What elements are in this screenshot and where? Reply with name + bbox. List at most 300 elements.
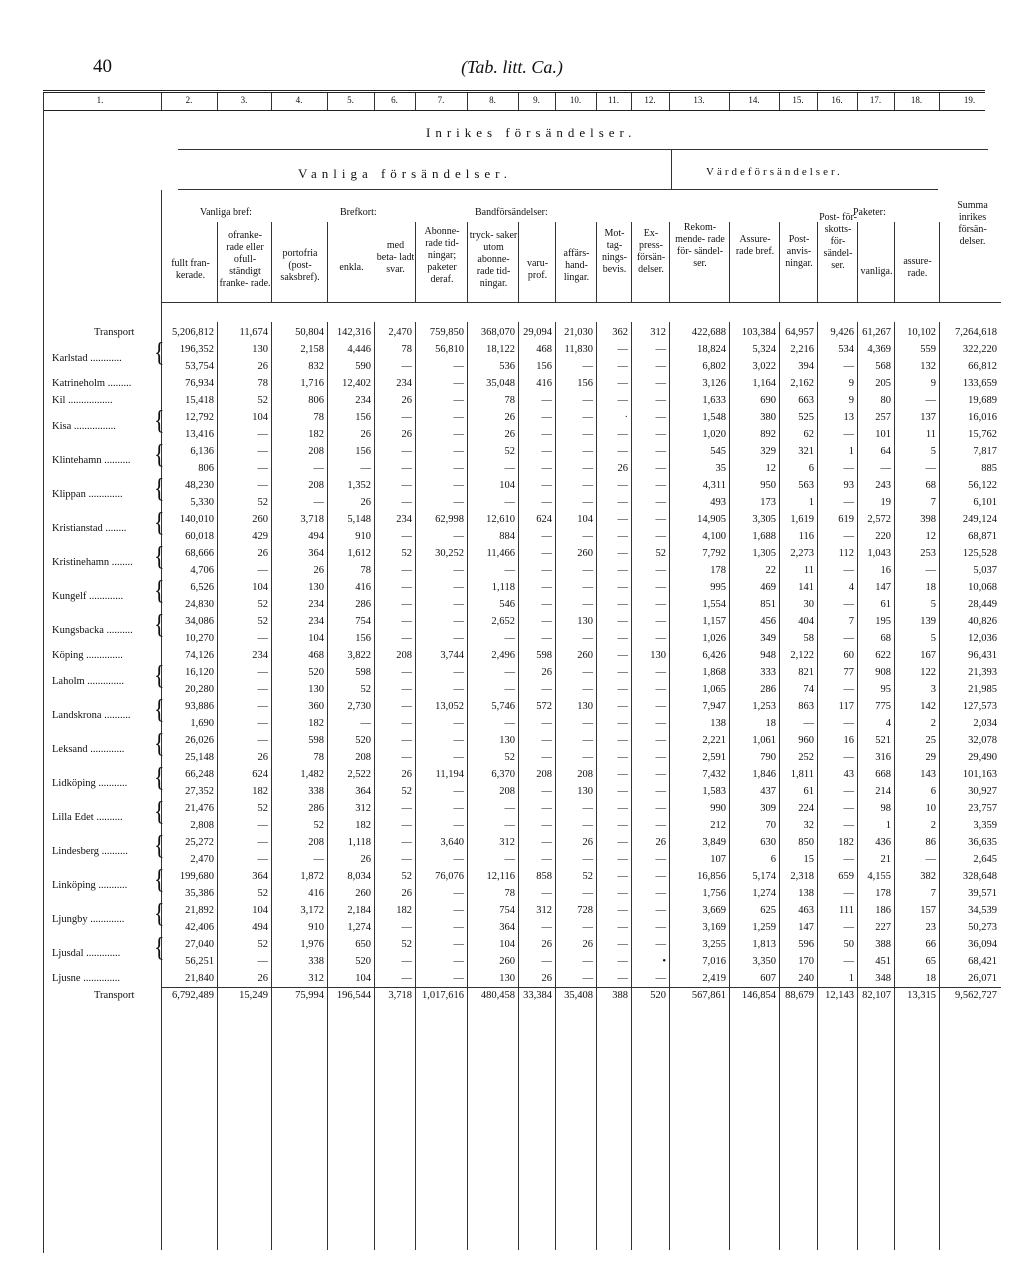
table-cell: — — [401, 565, 412, 576]
table-cell: 26 — [360, 429, 371, 440]
table-cell: — — [582, 446, 593, 457]
table-cell: — — [655, 633, 666, 644]
table-cell: 104 — [355, 973, 371, 984]
table-cell: — — [541, 922, 552, 933]
table-cell: — — [453, 446, 464, 457]
table-cell: 208 — [396, 650, 412, 661]
table-cell: 130 — [577, 701, 593, 712]
table-cell: 850 — [798, 837, 814, 848]
table-cell: 2,496 — [491, 650, 515, 661]
table-cell: 650 — [355, 939, 371, 950]
table-cell: 1,274 — [347, 922, 371, 933]
header-col-separator — [779, 222, 780, 302]
table-cell: 53,754 — [185, 361, 214, 372]
table-cell: 12,402 — [342, 378, 371, 389]
table-cell: — — [617, 684, 628, 695]
table-cell: 32,078 — [968, 735, 997, 746]
table-cell: — — [582, 718, 593, 729]
table-cell: — — [655, 786, 666, 797]
table-cell: 10 — [925, 803, 936, 814]
table-cell: 6 — [770, 854, 776, 865]
table-cell: 138 — [798, 888, 814, 899]
table-cell: 143 — [920, 769, 936, 780]
table-cell: 11,466 — [486, 548, 515, 559]
table-cell: 13,315 — [907, 990, 936, 1001]
table-cell: 199,680 — [179, 871, 214, 882]
table-cell: 65 — [925, 956, 936, 967]
table-cell: 52 — [401, 786, 412, 797]
table-cell: 50 — [843, 939, 854, 950]
table-cell: 18 — [925, 973, 936, 984]
table-cell: 349 — [760, 633, 776, 644]
table-cell: — — [582, 463, 593, 474]
table-cell: 5,037 — [973, 565, 997, 576]
header-rule-2 — [178, 189, 938, 190]
table-cell: — — [655, 922, 666, 933]
column-header: Post- för- skotts- för- sändel- ser. — [819, 212, 857, 271]
table-cell: — — [843, 803, 854, 814]
table-cell: 104 — [252, 905, 268, 916]
table-cell: 1 — [885, 820, 891, 831]
table-cell: 50,804 — [295, 327, 324, 338]
row-brace: { — [154, 539, 165, 571]
table-cell: 12,036 — [968, 633, 997, 644]
table-cell: 61,267 — [862, 327, 891, 338]
table-cell: — — [453, 361, 464, 372]
row-label: Kristianstad ........ — [52, 522, 127, 534]
table-cell: 196,544 — [336, 990, 371, 1001]
table-cell: 1,259 — [752, 922, 776, 933]
top-rule — [43, 90, 985, 91]
table-cell: 312 — [536, 905, 552, 916]
table-cell: 22 — [765, 565, 776, 576]
table-cell: 6,526 — [190, 582, 214, 593]
column-number: 1. — [96, 95, 104, 105]
table-cell: 117 — [838, 701, 854, 712]
table-cell: 220 — [875, 531, 891, 542]
table-cell: 312 — [355, 803, 371, 814]
table-cell: — — [582, 429, 593, 440]
table-cell: 4,706 — [190, 565, 214, 576]
table-cell: 156 — [355, 446, 371, 457]
header-summa: Summa inrikes försän- delser. — [957, 200, 988, 247]
table-cell: 35 — [715, 463, 726, 474]
table-cell: 132 — [920, 361, 936, 372]
table-cell: 12,116 — [486, 871, 515, 882]
table-cell: 182 — [308, 718, 324, 729]
column-number: 19. — [963, 95, 976, 105]
table-cell: — — [617, 565, 628, 576]
table-cell: 364 — [308, 548, 324, 559]
table-cell: 5,746 — [491, 701, 515, 712]
page-title: (Tab. litt. Ca.) — [461, 57, 563, 77]
row-label: Lidköping ........... — [52, 777, 128, 789]
table-cell: 52 — [313, 820, 324, 831]
table-cell: 2,591 — [702, 752, 726, 763]
table-cell: — — [925, 565, 936, 576]
body-col-separator — [467, 322, 468, 1250]
table-cell: 23 — [925, 922, 936, 933]
table-cell: 309 — [760, 803, 776, 814]
table-cell: — — [617, 497, 628, 508]
table-cell: — — [655, 497, 666, 508]
table-cell: 404 — [798, 616, 814, 627]
table-cell: 21,476 — [185, 803, 214, 814]
column-header: Rekom- mende- rade för- sändel- ser. — [675, 222, 725, 269]
table-cell: — — [541, 565, 552, 576]
table-cell: 43 — [843, 769, 854, 780]
table-cell: 9 — [930, 378, 936, 389]
table-cell: 5 — [930, 633, 936, 644]
colnum-rule — [43, 110, 985, 111]
table-cell: — — [313, 463, 324, 474]
table-cell: 58 — [803, 633, 814, 644]
table-cell: 2,122 — [790, 650, 814, 661]
table-cell: 630 — [760, 837, 776, 848]
table-cell: 234 — [308, 599, 324, 610]
table-cell: — — [617, 582, 628, 593]
table-cell: 234 — [308, 616, 324, 627]
table-cell: 52 — [257, 395, 268, 406]
table-cell: 95 — [880, 684, 891, 695]
table-cell: 156 — [536, 361, 552, 372]
column-header: ofranke- rade eller ofull- ständigt franke- rade. — [219, 230, 271, 289]
table-cell: — — [843, 531, 854, 542]
table-cell: 451 — [875, 956, 891, 967]
table-cell: — — [504, 718, 515, 729]
table-cell: 26 — [541, 973, 552, 984]
table-cell: 1,352 — [347, 480, 371, 491]
table-cell: — — [401, 667, 412, 678]
table-cell: — — [655, 378, 666, 389]
table-cell: 26 — [360, 497, 371, 508]
table-cell: 234 — [355, 395, 371, 406]
table-cell: 26 — [617, 463, 628, 474]
column-number: 11. — [608, 95, 619, 105]
table-cell: — — [582, 752, 593, 763]
body-col-separator — [669, 322, 670, 1250]
table-cell: — — [655, 854, 666, 865]
table-cell: — — [617, 378, 628, 389]
table-cell: 690 — [760, 395, 776, 406]
table-cell: 322,220 — [962, 344, 997, 355]
table-cell: 61 — [880, 599, 891, 610]
table-cell: — — [541, 616, 552, 627]
table-cell: — — [453, 633, 464, 644]
table-cell: — — [843, 854, 854, 865]
table-cell: 6,792,489 — [172, 990, 214, 1001]
row-brace: { — [154, 794, 165, 826]
table-cell: 754 — [355, 616, 371, 627]
table-cell: — — [453, 667, 464, 678]
table-cell: — — [582, 497, 593, 508]
body-col-separator — [518, 322, 519, 1250]
table-cell: 26 — [504, 429, 515, 440]
table-cell: — — [453, 582, 464, 593]
table-cell: 147 — [798, 922, 814, 933]
table-cell: — — [401, 854, 412, 865]
table-cell: — — [401, 922, 412, 933]
table-cell: 572 — [536, 701, 552, 712]
row-brace: { — [154, 828, 165, 860]
table-cell: 11,674 — [239, 327, 268, 338]
body-col-separator — [817, 322, 818, 1250]
table-cell: 5,324 — [752, 344, 776, 355]
row-label: Leksand ............. — [52, 743, 125, 755]
table-cell: 240 — [798, 973, 814, 984]
table-cell: 1,118 — [347, 837, 371, 848]
table-cell: — — [504, 803, 515, 814]
table-cell: 26 — [504, 412, 515, 423]
table-cell: 456 — [760, 616, 776, 627]
table-cell: 205 — [875, 378, 891, 389]
table-cell: 3,669 — [702, 905, 726, 916]
table-cell: — — [453, 939, 464, 950]
table-cell: — — [617, 616, 628, 627]
table-cell: 130 — [499, 735, 515, 746]
table-cell: 624 — [536, 514, 552, 525]
table-cell: 26 — [257, 548, 268, 559]
row-brace: { — [154, 760, 165, 792]
row-brace: { — [154, 607, 165, 639]
table-cell: 26 — [541, 667, 552, 678]
table-cell: — — [655, 446, 666, 457]
table-cell: — — [655, 616, 666, 627]
table-cell: 111 — [839, 905, 854, 916]
table-cell: — — [655, 939, 666, 950]
table-cell: 62 — [803, 429, 814, 440]
body-col-separator — [939, 322, 940, 1250]
table-cell: 16 — [843, 735, 854, 746]
table-cell: 26 — [257, 361, 268, 372]
table-cell: 52 — [401, 871, 412, 882]
table-cell: — — [453, 480, 464, 491]
table-cell: — — [453, 395, 464, 406]
row-label: Landskrona .......... — [52, 709, 131, 721]
table-cell: — — [617, 973, 628, 984]
table-cell: 2,184 — [347, 905, 371, 916]
table-cell: — — [541, 684, 552, 695]
table-cell: 29,490 — [968, 752, 997, 763]
table-cell: 625 — [760, 905, 776, 916]
table-cell: 364 — [355, 786, 371, 797]
table-cell: 66,248 — [185, 769, 214, 780]
table-cell: 520 — [308, 667, 324, 678]
table-cell: — — [541, 888, 552, 899]
table-cell: 1,043 — [867, 548, 891, 559]
header-col-separator — [857, 222, 858, 302]
table-cell: 147 — [875, 582, 891, 593]
table-cell: — — [453, 888, 464, 899]
table-cell: — — [582, 599, 593, 610]
table-cell: 11 — [925, 429, 936, 440]
table-cell: 3,744 — [440, 650, 464, 661]
table-cell: — — [655, 735, 666, 746]
table-cell: 3,640 — [440, 837, 464, 848]
column-number: 6. — [391, 95, 398, 105]
table-cell: 2 — [930, 718, 936, 729]
table-cell: 338 — [308, 956, 324, 967]
column-number: 15. — [792, 95, 804, 105]
table-cell: 56,251 — [185, 956, 214, 967]
table-cell: 380 — [760, 412, 776, 423]
table-cell: 1,020 — [702, 429, 726, 440]
table-cell: 18,122 — [486, 344, 515, 355]
table-cell: — — [617, 956, 628, 967]
table-cell: — — [617, 531, 628, 542]
header-rule — [178, 149, 988, 150]
table-cell: 4 — [848, 582, 854, 593]
column-number: 3. — [240, 95, 248, 105]
table-cell: 851 — [760, 599, 776, 610]
table-cell: — — [617, 514, 628, 525]
table-cell: 78 — [504, 395, 515, 406]
table-cell: — — [617, 395, 628, 406]
table-cell: 525 — [798, 412, 814, 423]
table-cell: 863 — [798, 701, 814, 712]
table-cell: 260 — [577, 548, 593, 559]
table-cell: — — [843, 361, 854, 372]
table-cell: 30 — [803, 599, 814, 610]
table-cell: 26 — [360, 854, 371, 865]
table-cell: 13,416 — [185, 429, 214, 440]
table-cell: — — [257, 565, 268, 576]
table-cell: 4 — [885, 718, 891, 729]
table-cell: — — [401, 973, 412, 984]
table-cell: — — [582, 582, 593, 593]
table-cell: — — [541, 837, 552, 848]
table-cell: 598 — [308, 735, 324, 746]
table-cell: 26 — [541, 939, 552, 950]
header-col-separator — [217, 222, 218, 302]
table-cell: 948 — [760, 650, 776, 661]
table-cell: · — [624, 412, 628, 423]
table-cell: 52 — [401, 939, 412, 950]
table-cell: 142,316 — [336, 327, 371, 338]
table-cell: 950 — [760, 480, 776, 491]
table-cell: — — [925, 854, 936, 865]
table-cell: 27,040 — [185, 939, 214, 950]
table-cell: — — [617, 803, 628, 814]
table-cell: — — [843, 565, 854, 576]
table-cell: 52 — [257, 939, 268, 950]
body-col-separator — [631, 322, 632, 1250]
header-bandforsandelser: Bandförsändelser: — [475, 207, 548, 218]
column-header: Ex- press- försän- delser. — [636, 228, 666, 275]
table-cell: 249,124 — [962, 514, 997, 525]
table-cell: 5 — [930, 446, 936, 457]
table-cell: 619 — [838, 514, 854, 525]
table-cell: — — [401, 480, 412, 491]
table-cell: 3,359 — [973, 820, 997, 831]
table-cell: 520 — [650, 990, 666, 1001]
header-brefkort: Brefkort: — [340, 207, 377, 218]
table-cell: 139 — [920, 616, 936, 627]
table-cell: 29 — [925, 752, 936, 763]
table-cell: 338 — [308, 786, 324, 797]
table-cell: — — [541, 429, 552, 440]
table-cell: 16,016 — [968, 412, 997, 423]
table-cell: 11 — [803, 565, 814, 576]
table-cell: 26 — [401, 429, 412, 440]
table-cell: — — [582, 412, 593, 423]
table-cell: 3,849 — [702, 837, 726, 848]
table-cell: — — [655, 514, 666, 525]
table-cell: 52 — [257, 616, 268, 627]
header-col-separator — [555, 222, 556, 302]
table-cell: 208 — [308, 837, 324, 848]
row-brace: { — [154, 573, 165, 605]
table-cell: — — [655, 888, 666, 899]
table-cell: 1,017,616 — [422, 990, 464, 1001]
table-cell: 208 — [308, 446, 324, 457]
table-cell: — — [843, 786, 854, 797]
table-cell: — — [453, 922, 464, 933]
table-cell: — — [257, 463, 268, 474]
table-cell: 622 — [875, 650, 891, 661]
table-cell: — — [401, 718, 412, 729]
table-cell: 394 — [798, 361, 814, 372]
table-cell: 260 — [252, 514, 268, 525]
column-header: affärs- hand- lingar. — [563, 248, 590, 283]
table-cell: 8,034 — [347, 871, 371, 882]
table-cell: — — [655, 412, 666, 423]
table-cell: — — [257, 718, 268, 729]
table-cell: 234 — [396, 378, 412, 389]
table-cell: 6 — [808, 463, 814, 474]
column-number: 10. — [569, 95, 582, 105]
table-cell: 16 — [880, 565, 891, 576]
table-cell: 26 — [257, 973, 268, 984]
table-cell: — — [453, 973, 464, 984]
column-header: tryck- saker utom abonne- rade tid- ningar. — [469, 230, 518, 289]
column-header: med beta- ladt svar. — [376, 240, 415, 275]
table-cell: 3,169 — [702, 922, 726, 933]
table-cell: 6,802 — [702, 361, 726, 372]
table-cell: 759,850 — [429, 327, 464, 338]
table-cell: 26 — [401, 395, 412, 406]
table-cell: — — [655, 463, 666, 474]
table-cell: 26 — [401, 769, 412, 780]
row-label: Ljusdal ............. — [52, 947, 121, 959]
column-number: 8. — [489, 95, 496, 105]
table-cell: 26 — [313, 565, 324, 576]
table-cell: 1 — [808, 497, 814, 508]
table-cell: 3,822 — [347, 650, 371, 661]
table-cell: 68 — [925, 480, 936, 491]
column-number: 13. — [693, 95, 705, 105]
table-cell: — — [843, 956, 854, 967]
table-cell: 468 — [536, 344, 552, 355]
table-cell: 130 — [252, 344, 268, 355]
table-cell: 13,052 — [435, 701, 464, 712]
table-cell: — — [617, 446, 628, 457]
table-cell: 333 — [760, 667, 776, 678]
table-cell: — — [453, 956, 464, 967]
table-cell: 93 — [843, 480, 854, 491]
table-cell: 1,976 — [300, 939, 324, 950]
table-cell: — — [617, 650, 628, 661]
table-cell: 196,352 — [179, 344, 214, 355]
table-cell: — — [401, 582, 412, 593]
table-cell: — — [453, 429, 464, 440]
table-cell: 2,318 — [790, 871, 814, 882]
table-cell: 52 — [257, 803, 268, 814]
table-cell: — — [582, 633, 593, 644]
table-cell: — — [453, 463, 464, 474]
table-cell: — — [617, 599, 628, 610]
table-cell: 104 — [252, 582, 268, 593]
